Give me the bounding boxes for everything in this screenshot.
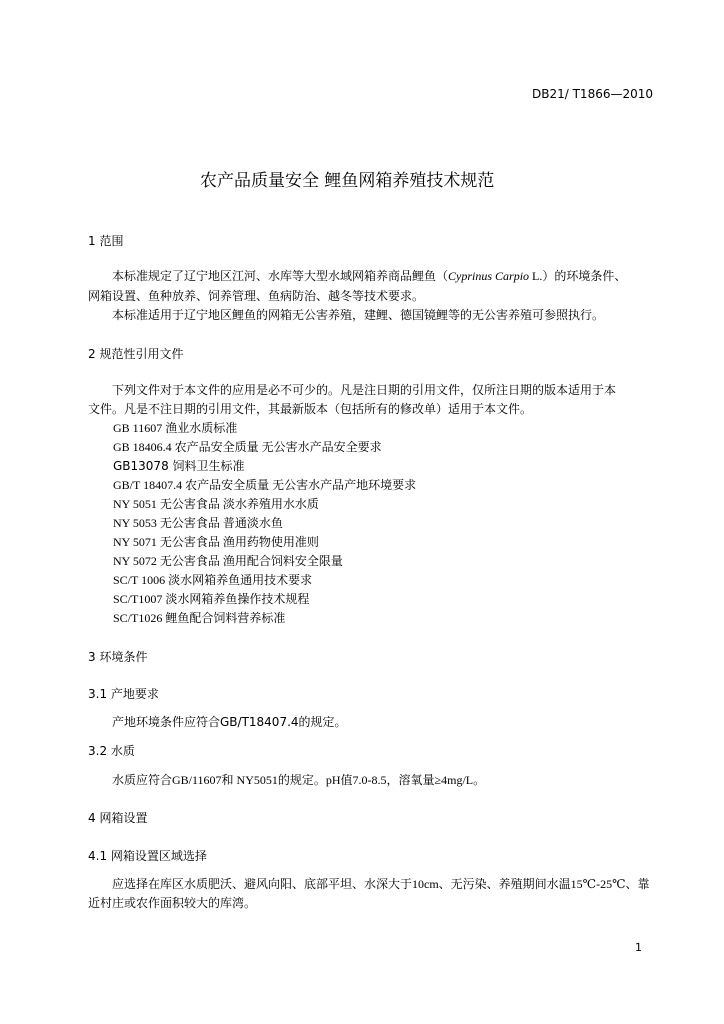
latin-author: L. (529, 269, 543, 283)
section-3-1-text: 产地环境条件应符合GB/T18407.4的规定。 (112, 715, 347, 729)
reference-item: NY 5053 无公害食品 普通淡水鱼 (113, 516, 283, 530)
section-1-text-b: ）的环境条件、 (542, 269, 627, 283)
page-title: 农产品质量安全 鲤鱼网箱养殖技术规范 (200, 171, 495, 191)
section-4-heading: 4 网箱设置 (88, 811, 148, 825)
section-1-paragraph-1-line-2: 网箱设置、鱼种放养、饲养管理、鱼病防治、越冬等技术要求。 (88, 289, 425, 303)
reference-item: SC/T1026 鲤鱼配合饲料营养标准 (113, 611, 286, 625)
section-2-heading: 2 规范性引用文件 (88, 347, 184, 361)
section-2-paragraph-line-1: 下列文件对于本文件的应用是必不可少的。凡是注日期的引用文件，仅所注日期的版本适用于本 (112, 383, 617, 397)
section-4-1-line-1: 应选择在库区水质肥沃、避风向阳、底部平坦、水深大于10cm、无污染、养殖期间水温15℃-25℃、靠 (112, 877, 650, 891)
section-3-2-heading: 3.2 水质 (88, 744, 135, 758)
section-2-paragraph-line-2: 文件。凡是不注日期的引用文件，其最新版本（包括所有的修改单）适用于本文件。 (88, 402, 533, 416)
section-1-paragraph-2: 本标准适用于辽宁地区鲤鱼的网箱无公害养殖，建鲤、德国镜鲤等的无公害养殖可参照执行。 (112, 308, 605, 322)
section-3-heading: 3 环境条件 (88, 650, 148, 664)
reference-item: GB 18406.4 农产品安全质量 无公害水产品安全要求 (113, 440, 382, 454)
page-number: 1 (635, 941, 642, 954)
document-code: DB21/ T1866—2010 (532, 87, 654, 101)
section-1-heading: 1 范围 (88, 234, 124, 248)
section-3-1-heading: 3.1 产地要求 (88, 687, 159, 701)
reference-item: NY 5051 无公害食品 淡水养殖用水水质 (113, 497, 319, 511)
normative-references-list (0, 419, 416, 628)
reference-item: NY 5072 无公害食品 渔用配合饲料安全限量 (113, 554, 343, 568)
reference-item: GB13078 饲料卫生标准 (113, 459, 245, 473)
section-1-text-a: 本标准规定了辽宁地区江河、水库等大型水域网箱养商品鲤鱼（ (112, 269, 449, 283)
section-1-paragraph-1-line-1 (112, 267, 626, 284)
reference-item: GB/T 18407.4 农产品安全质量 无公害水产品产地环境要求 (113, 478, 417, 492)
latin-name: Cyprinus Carpio (448, 269, 530, 283)
reference-item: NY 5071 无公害食品 渔用药物使用准则 (113, 535, 319, 549)
section-4-1-heading: 4.1 网箱设置区域选择 (88, 849, 207, 863)
section-4-1-line-2: 近村庄或农作面积较大的库湾。 (88, 896, 257, 910)
section-3-2-text: 水质应符合GB/11607和 NY5051的规定。pH值7.0-8.5，溶氧量≥4mg/L。 (112, 773, 486, 787)
reference-item: SC/T 1006 淡水网箱养鱼通用技术要求 (113, 573, 313, 587)
reference-item: GB 11607 渔业水质标准 (113, 421, 238, 435)
reference-item: SC/T1007 淡水网箱养鱼操作技术规程 (113, 592, 310, 606)
